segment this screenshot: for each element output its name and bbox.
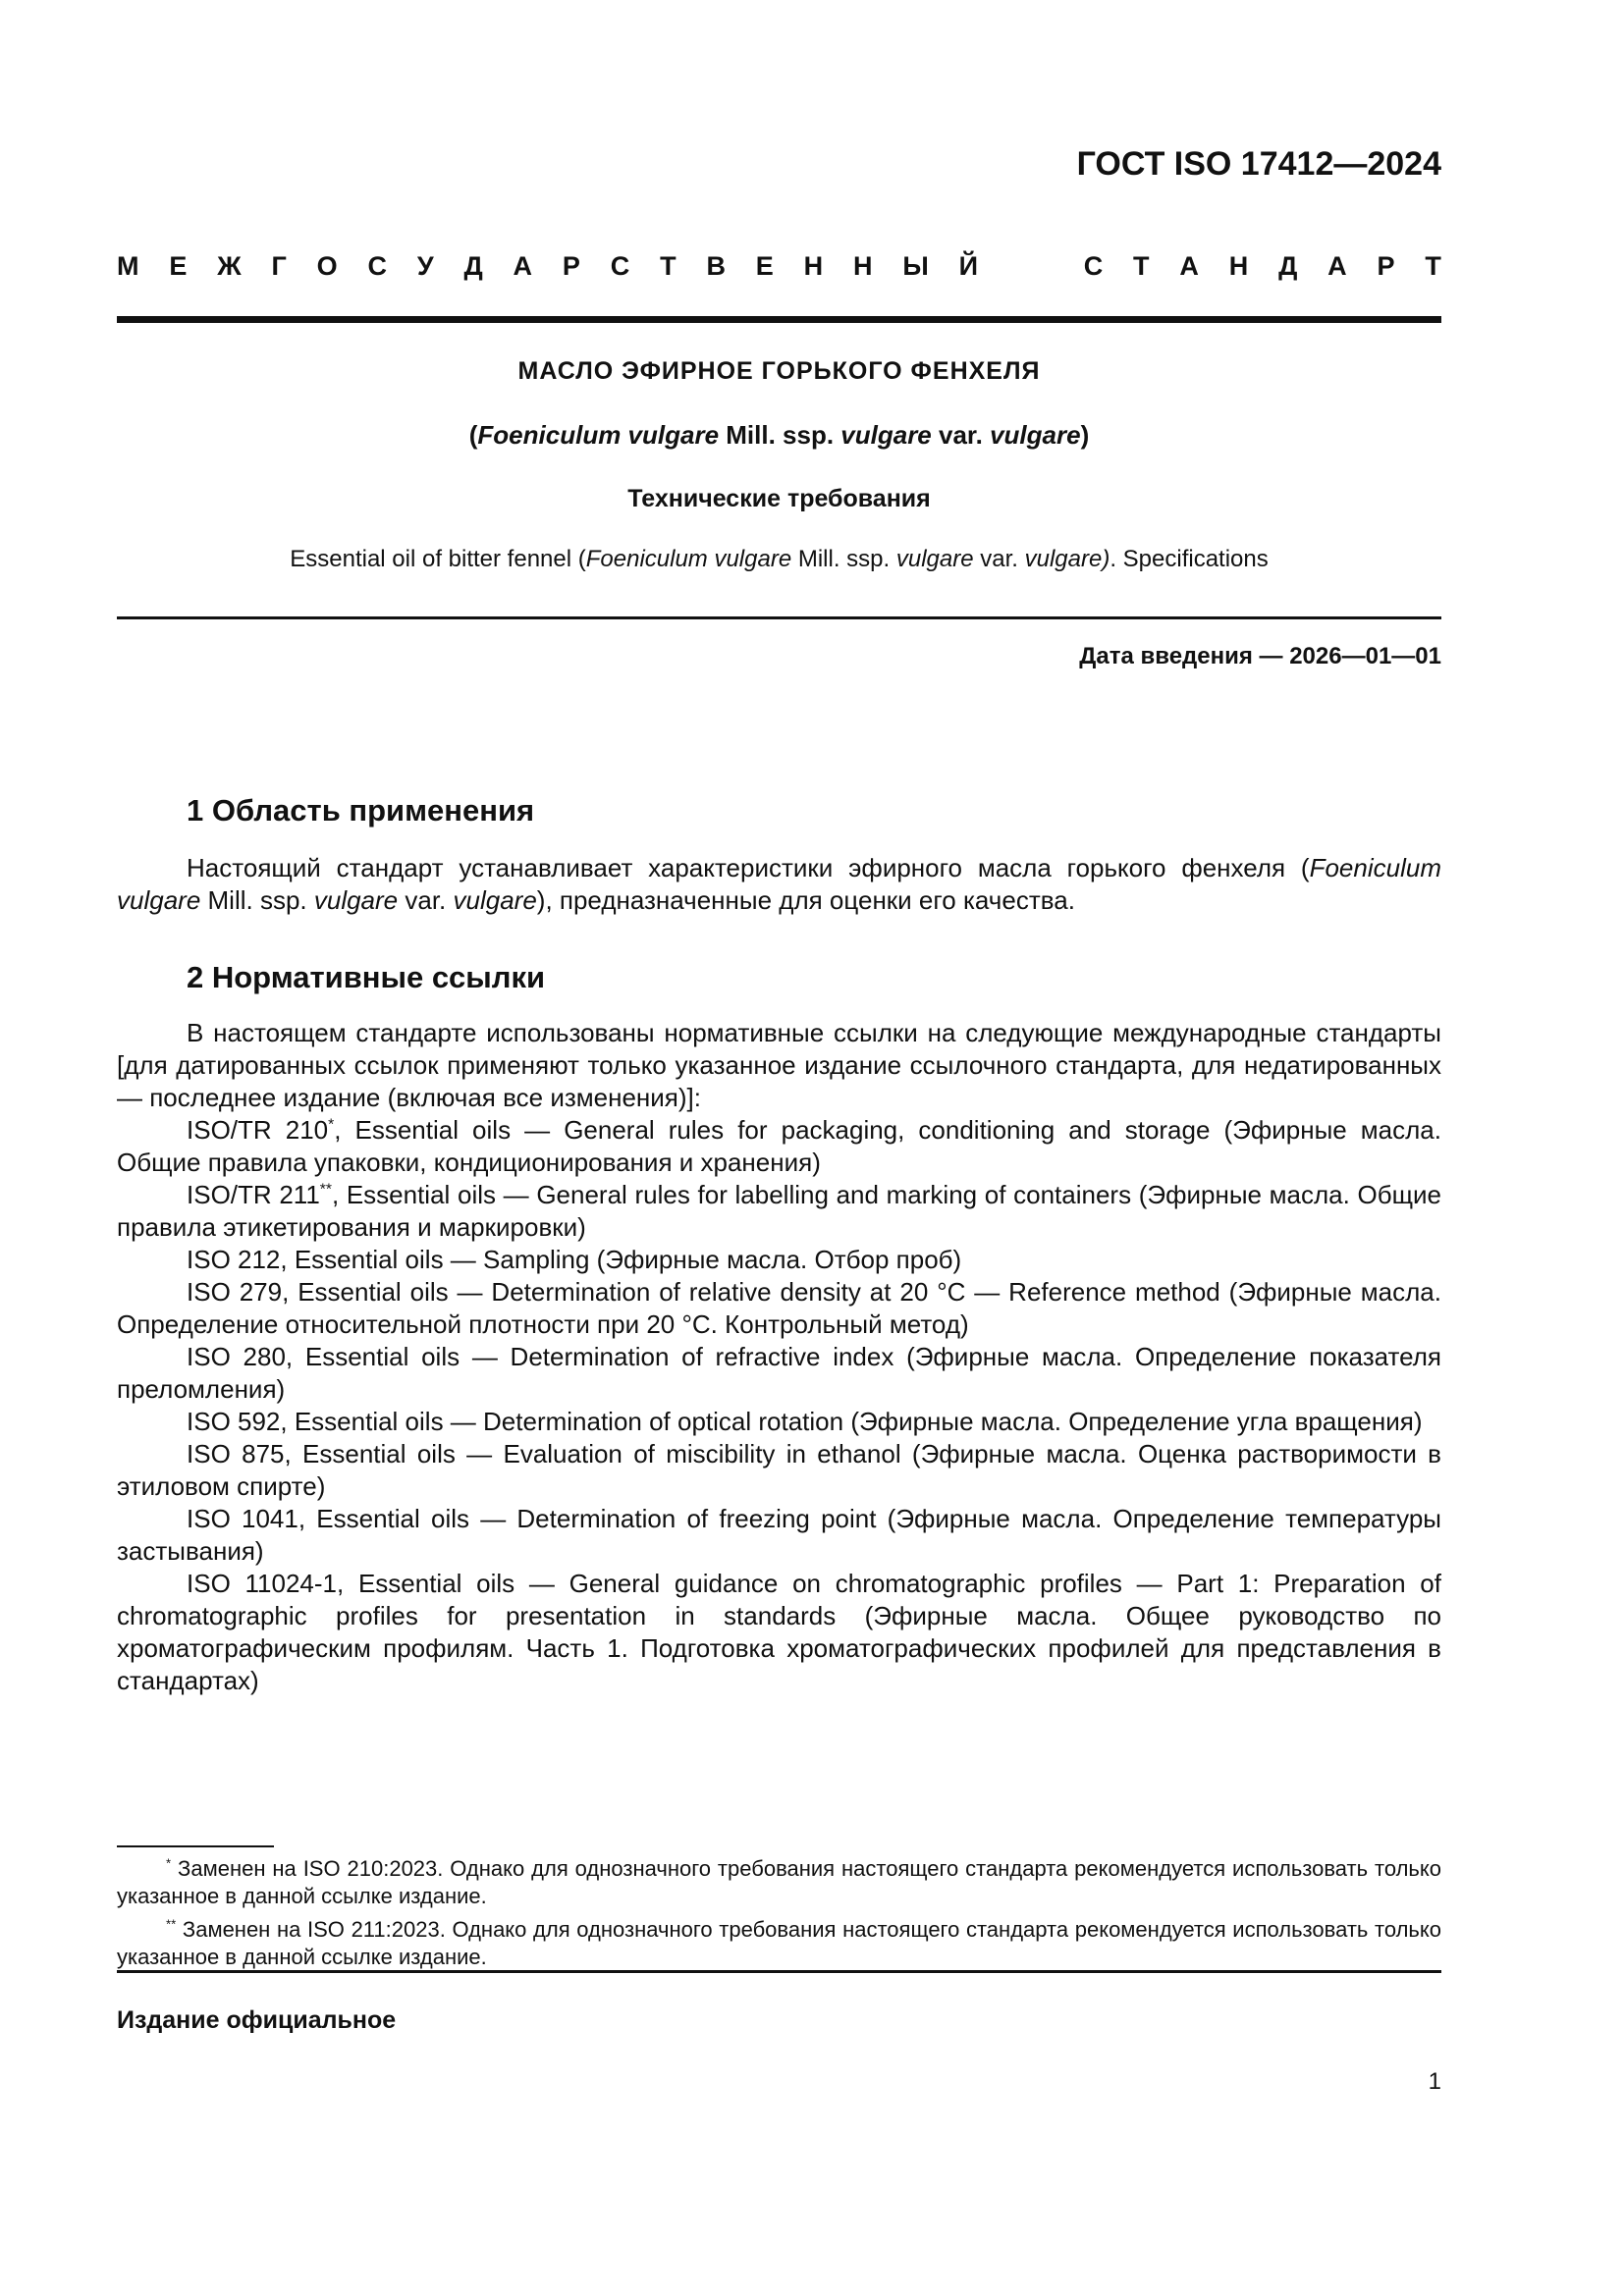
banner-letter: Н xyxy=(1228,251,1249,281)
banner-word-gap xyxy=(1008,251,1054,282)
reference-item: ISO 592, Essential oils — Determination of optical rotation (Эфирные масла. Определение угла вращения) xyxy=(187,1407,1423,1436)
standard-type-banner xyxy=(117,251,1441,282)
title-latin: (Foeniculum vulgare Mill. ssp. vulgare var. vulgare) xyxy=(468,420,1090,450)
banner-letter: С xyxy=(1083,251,1104,281)
reference-item: ISO 11024-1, Essential oils — General guidance on chromatographic profiles — Part 1: Preparation of chromatographic profiles for presentation in standards (Эфирные масла. Общее руководство по хроматографическим профилям. Часть 1. Подготовка хроматографических профилей для представления в стандартах) xyxy=(117,1569,1441,1695)
introduction-date: Дата введения — 2026—01—01 xyxy=(1079,643,1441,669)
banner-letter: А xyxy=(1179,251,1199,281)
banner-letter: С xyxy=(610,251,630,281)
footnotes xyxy=(117,1855,1441,1977)
banner-letter: Р xyxy=(1377,251,1395,281)
footer-rule xyxy=(117,1970,1441,1973)
title-english: Essential oil of bitter fennel (Foeniculum vulgare Mill. ssp. vulgare var. vulgare). Specifications xyxy=(290,546,1269,572)
banner-letter: С xyxy=(367,251,387,281)
section-1-text: Настоящий стандарт устанавливает характеристики эфирного масла горького фенхеля (Foeniculum vulgare Mill. ssp. vulgare var. vulgare), предназначенные для оценки его качества. xyxy=(117,853,1441,915)
footnote: ** Заменен на ISO 211:2023. Однако для однозначного требования настоящего стандарта рекомендуется использовать только указанное в данной ссылке издание. xyxy=(117,1916,1441,1969)
page-number: 1 xyxy=(1428,2068,1441,2095)
reference-item: ISO 212, Essential oils — Sampling (Эфирные масла. Отбор проб) xyxy=(187,1245,962,1274)
header-thick-rule xyxy=(117,316,1441,323)
reference-item: ISO/TR 211**, Essential oils — General rules for labelling and marking of containers (Эфирные масла. Общие правила этикетирования и маркировки) xyxy=(117,1180,1441,1242)
banner-letter: М xyxy=(117,251,139,281)
reference-item: ISO 1041, Essential oils — Determination of freezing point (Эфирные масла. Определение температуры застывания) xyxy=(117,1504,1441,1566)
banner-letter: Т xyxy=(660,251,677,281)
banner-letter: Н xyxy=(852,251,873,281)
banner-letter: Р xyxy=(562,251,580,281)
banner-letter: Т xyxy=(1133,251,1150,281)
official-edition-label: Издание официальное xyxy=(117,2006,397,2034)
section-1-heading: 1 Область применения xyxy=(187,793,535,828)
reference-item: ISO 875, Essential oils — Evaluation of miscibility in ethanol (Эфирные масла. Оценка растворимости в этиловом спирте) xyxy=(117,1439,1441,1501)
banner-letter: Е xyxy=(755,251,774,281)
reference-item: ISO 280, Essential oils — Determination of refractive index (Эфирные масла. Определение показателя преломления) xyxy=(117,1342,1441,1404)
banner-letter: Н xyxy=(803,251,824,281)
banner-letter: Д xyxy=(463,251,483,281)
title-ru: МАСЛО ЭФИРНОЕ ГОРЬКОГО ФЕНХЕЛЯ xyxy=(517,357,1041,385)
reference-item: ISO 279, Essential oils — Determination of relative density at 20 °C — Reference method (Эфирные масла. Определение относительной плотности при 20 °C. Контрольный метод) xyxy=(117,1277,1441,1339)
banner-letter: Д xyxy=(1278,251,1298,281)
banner-letter: А xyxy=(1327,251,1347,281)
section-2-text xyxy=(117,1017,1441,1697)
section-2-heading: 2 Нормативные ссылки xyxy=(187,960,546,994)
banner-letter: Й xyxy=(958,251,979,281)
banner-letter: Ы xyxy=(902,251,929,281)
standard-code: ГОСТ ISO 17412—2024 xyxy=(1076,145,1441,183)
title-rule xyxy=(117,616,1441,619)
banner-letter: О xyxy=(316,251,338,281)
banner-letter: Г xyxy=(271,251,287,281)
footnote-separator xyxy=(117,1845,274,1847)
banner-letter: В xyxy=(706,251,726,281)
banner-letter: Ж xyxy=(217,251,242,281)
banner-letter: Е xyxy=(169,251,188,281)
footnote: * Заменен на ISO 210:2023. Однако для однозначного требования настоящего стандарта рекомендуется использовать только указанное в данной ссылке издание. xyxy=(117,1855,1441,1908)
banner-letter: Т xyxy=(1425,251,1441,281)
title-subtitle: Технические требования xyxy=(627,485,931,512)
banner-letter: А xyxy=(513,251,533,281)
banner-letter: У xyxy=(416,251,434,281)
section-2-intro: В настоящем стандарте использованы нормативные ссылки на следующие международные стандарты [для датированных ссылок применяют только указанное издание ссылочного стандарта, для недатированных — последнее издание (включая все изменения)]: xyxy=(117,1018,1441,1112)
reference-item: ISO/TR 210*, Essential oils — General rules for packaging, conditioning and storage (Эфирные масла. Общие правила упаковки, кондиционирования и хранения) xyxy=(117,1115,1441,1177)
